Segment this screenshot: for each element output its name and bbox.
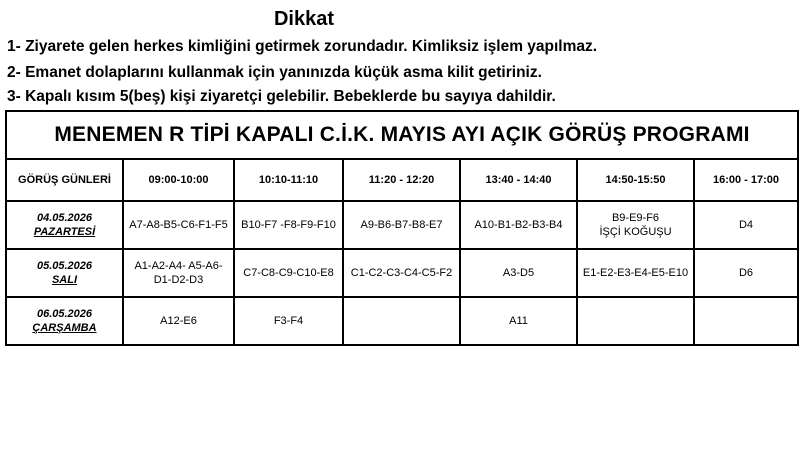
column-header-days: GÖRÜŞ GÜNLERİ <box>6 159 123 201</box>
ward-group-text: E1-E2-E3-E4-E5-E10 <box>582 267 689 279</box>
visit-day-cell <box>6 201 123 249</box>
visit-schedule-table <box>5 110 799 346</box>
column-header-slot-4: 13:40 - 14:40 <box>460 159 577 201</box>
ward-group-cell <box>460 201 577 249</box>
ward-group-text: B9-E9-F6 <box>611 212 660 224</box>
table-row <box>6 297 798 345</box>
visit-date: 06.05.2026 <box>36 308 93 320</box>
ward-group-text: C7-C8-C9-C10-E8 <box>243 267 334 279</box>
header-row <box>6 159 798 201</box>
ward-group-cell <box>234 249 343 297</box>
column-header-slot-3: 11:20 - 12:20 <box>343 159 460 201</box>
column-header-slot-5: 14:50-15:50 <box>577 159 694 201</box>
ward-group-text: B10-F7 -F8-F9-F10 <box>241 219 336 231</box>
ward-group-cell <box>460 297 577 345</box>
visit-date: 05.05.2026 <box>36 260 93 272</box>
ward-group-text: İŞÇİ KOĞUŞU <box>599 226 672 238</box>
notice-title: Dikkat <box>273 8 335 30</box>
ward-group-text: D1-D2-D3 <box>153 274 204 286</box>
notice-line-1: 1- Ziyarete gelen herkes kimliğini getirmek zorundadır. Kimliksiz işlem yapılmaz. <box>7 38 598 55</box>
ward-group-text: D6 <box>738 267 754 279</box>
ward-group-cell <box>343 249 460 297</box>
column-header-slot-2: 10:10-11:10 <box>234 159 343 201</box>
ward-group-cell <box>123 249 234 297</box>
ward-group-cell <box>694 201 798 249</box>
visit-date: 04.05.2026 <box>36 212 93 224</box>
ward-group-text: F3-F4 <box>273 315 304 327</box>
ward-group-text: A7-A8-B5-C6-F1-F5 <box>129 219 228 231</box>
ward-group-text: A12-E6 <box>160 315 197 327</box>
table-row <box>6 249 798 297</box>
ward-group-text: D4 <box>738 219 754 231</box>
ward-group-cell <box>343 297 460 345</box>
visit-day-name: SALI <box>51 274 78 286</box>
schedule-body <box>6 201 798 345</box>
ward-group-cell <box>343 201 460 249</box>
column-header-slot-1: 09:00-10:00 <box>123 159 234 201</box>
ward-group-cell <box>234 297 343 345</box>
ward-group-cell <box>577 297 694 345</box>
ward-group-cell <box>694 297 798 345</box>
table-row <box>6 201 798 249</box>
visit-day-cell <box>6 249 123 297</box>
ward-group-cell <box>577 201 694 249</box>
column-header-slot-6: 16:00 - 17:00 <box>694 159 798 201</box>
visit-day-name: ÇARŞAMBA <box>32 322 97 334</box>
ward-group-cell <box>123 201 234 249</box>
ward-group-text: C1-C2-C3-C4-C5-F2 <box>350 267 453 279</box>
visit-day-cell <box>6 297 123 345</box>
ward-group-cell <box>123 297 234 345</box>
ward-group-text: A1-A2-A4- A5-A6- <box>134 260 223 272</box>
ward-group-text: A3-D5 <box>502 267 535 279</box>
ward-group-cell <box>460 249 577 297</box>
visit-day-name: PAZARTESİ <box>33 226 96 238</box>
ward-group-cell <box>234 201 343 249</box>
ward-group-cell <box>577 249 694 297</box>
ward-group-text: A11 <box>509 315 528 327</box>
ward-group-cell <box>694 249 798 297</box>
ward-group-text: A9-B6-B7-B8-E7 <box>360 219 443 231</box>
notice-line-3: 3- Kapalı kısım 5(beş) kişi ziyaretçi gelebilir. Bebeklerde bu sayıya dahildir. <box>7 88 556 105</box>
ward-group-text: A10-B1-B2-B3-B4 <box>474 219 563 231</box>
notice-line-2: 2- Emanet dolaplarını kullanmak için yanınızda küçük asma kilit getiriniz. <box>7 64 542 81</box>
schedule-title: MENEMEN R TİPİ KAPALI C.İ.K. MAYIS AYI AÇIK GÖRÜŞ PROGRAMI <box>6 111 798 159</box>
